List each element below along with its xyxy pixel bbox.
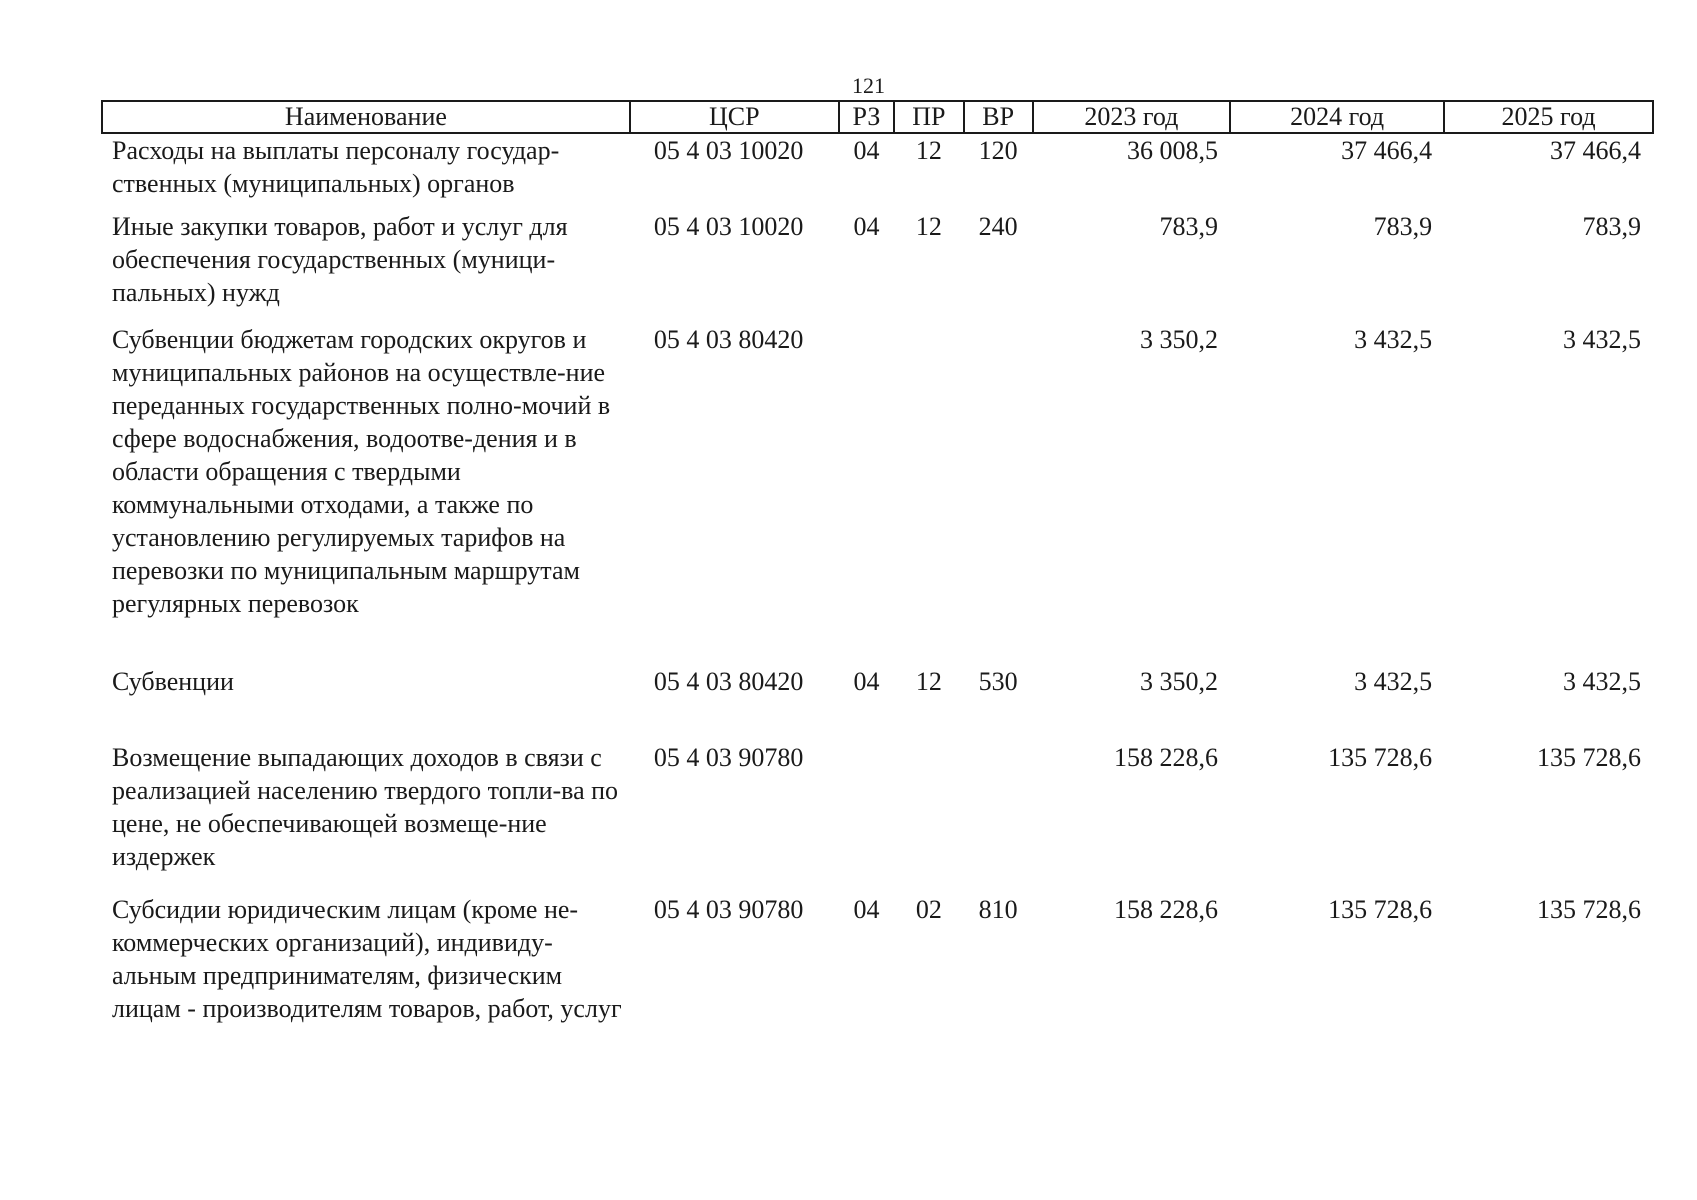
row-2025: 3 432,5 [1563,667,1641,696]
table-row [102,893,1653,1063]
row-2024: 3 432,5 [1354,667,1433,696]
row-vr: 810 [978,895,1018,924]
row-vr [964,323,1033,665]
header-csr: ЦСР [630,101,839,133]
budget-table [101,100,1654,1063]
row-2023: 3 350,2 [1140,667,1219,696]
row-name: Возмещение выпадающих доходов в связи с реализацией населению твердого топли-ва по цене, не обеспечивающей возмеще-ние издержек [112,743,619,871]
row-2024: 135 728,6 [1328,895,1433,924]
row-csr: 05 4 03 10020 [653,212,804,241]
row-csr: 05 4 03 90780 [653,895,804,924]
row-2025: 783,9 [1582,212,1641,241]
row-2025: 135 728,6 [1537,895,1641,924]
row-2024: 135 728,6 [1328,743,1433,772]
row-2023: 783,9 [1159,212,1219,241]
header-pr: ПР [894,101,963,133]
row-rz [839,323,895,665]
header-2024: 2024 год [1230,101,1444,133]
row-name: Субвенции бюджетам городских округов и муниципальных районов на осуществле-ние переданных государственных полно-мочий в сфере водоснабжения, водоотве-дения и в области обращения с твердыми коммунальными отходами, а также по установлению регулируемых тарифов на перевозки по муниципальным маршрутам регулярных перевозок [112,325,611,618]
row-2023: 158 228,6 [1114,895,1219,924]
row-name: Расходы на выплаты персоналу государ-ственных (муниципальных) органов [112,136,560,198]
row-2023: 36 008,5 [1127,136,1219,165]
row-2024: 3 432,5 [1354,325,1433,354]
header-2023: 2023 год [1033,101,1230,133]
table-row [102,665,1653,741]
row-2025: 135 728,6 [1537,743,1641,772]
row-vr [964,741,1033,893]
header-rz: РЗ [839,101,895,133]
table-row [102,210,1653,323]
row-2024: 783,9 [1373,212,1433,241]
row-2023: 3 350,2 [1140,325,1219,354]
row-pr [894,323,963,665]
table-row [102,133,1653,210]
row-2024: 37 466,4 [1341,136,1433,165]
row-2025: 37 466,4 [1550,136,1641,165]
row-csr: 05 4 03 10020 [653,136,804,165]
row-name: Субвенции [112,667,234,696]
header-2025: 2025 год [1444,101,1653,133]
table-row [102,323,1653,665]
header-name: Наименование [102,101,630,133]
row-2023: 158 228,6 [1114,743,1219,772]
row-pr [894,741,963,893]
row-rz: 04 [853,136,880,165]
row-csr: 05 4 03 90780 [653,743,804,772]
row-vr: 120 [978,136,1018,165]
row-vr: 530 [978,667,1018,696]
page-number: 121 [852,73,885,98]
row-pr: 12 [915,667,942,696]
row-pr: 12 [915,212,942,241]
row-rz [839,741,895,893]
row-pr: 12 [915,136,942,165]
header-vr: ВР [964,101,1033,133]
row-rz: 04 [853,212,880,241]
table-row [102,741,1653,893]
row-name: Иные закупки товаров, работ и услуг для обеспечения государственных (муници-пальных) нужд [112,212,568,307]
row-name: Субсидии юридическим лицам (кроме не-коммерческих организаций), индивиду-альным предпринимателям, физическим лицам - производителям товаров, работ, услуг [112,895,622,1023]
row-rz: 04 [853,667,880,696]
row-2025: 3 432,5 [1563,325,1641,354]
row-csr: 05 4 03 80420 [653,667,804,696]
row-vr: 240 [978,212,1018,241]
row-csr: 05 4 03 80420 [653,325,804,354]
table-header-row [102,101,1653,133]
row-pr: 02 [915,895,942,924]
row-rz: 04 [853,895,880,924]
